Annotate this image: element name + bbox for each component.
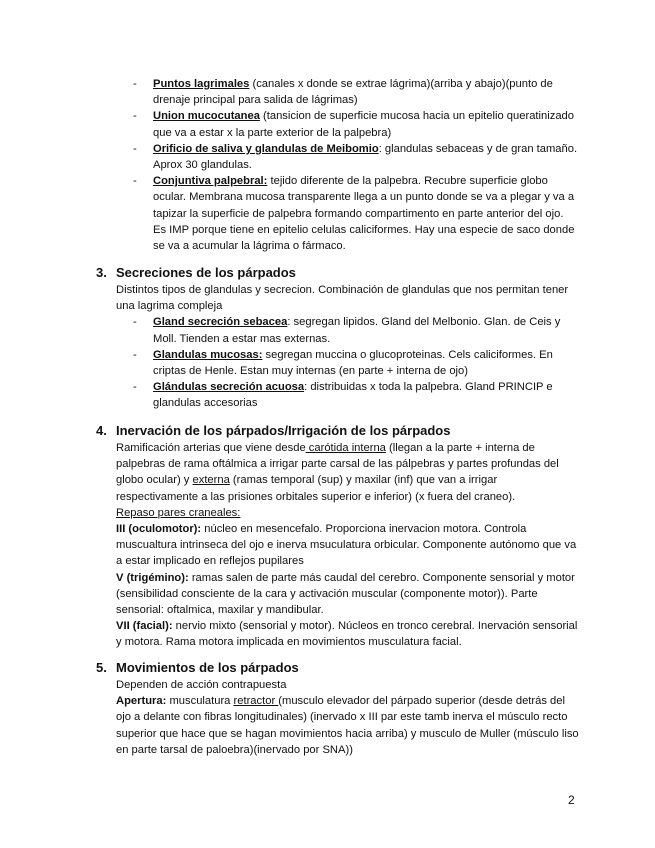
top-bullet-list — [0, 76, 655, 254]
page-number: 2 — [568, 793, 575, 807]
section-heading: 5. Movimientos de los párpados — [96, 660, 299, 675]
list-item: - Union mucocutanea (tansicion de superficie mucosa hacia un epitelio queratinizado que va a estar x la parte exterior de la palpebra) — [133, 110, 574, 139]
section-movimientos — [0, 659, 655, 758]
paragraph: Apertura: musculatura retractor (musculo elevador del párpado superior (desde detrás del ojo a delante con fibras longitudinales) (inervado x III par este tamb inerva el músculo recto superior que hace que se hagan movimientos hacia arriba) y musculo de Muller (músculo liso en parte tarsal de paloebra)(inervado por SNA)) — [116, 695, 579, 756]
paragraph: Ramificación arterias que viene desde carótida interna (llegan a la parte + interna de palpebras de rama oftálmica a irrigar parte carsal de las pálpebras y partes profundas del globo ocular) y externa (ramas temporal (sup) y maxilar (inf) que van a irrigar respectivamente a las prisiones orbitales superior e inferior) (x fuera del craneo). — [116, 442, 559, 503]
section-heading: 4. Inervación de los párpados/Irrigación de los párpados — [96, 423, 451, 438]
paragraph: V (trigémino): ramas salen de parte más caudal del cerebro. Componente sensorial y motor (sensibilidad consciente de la cara y activación muscular (componente motor)). Parte sensorial: oftalmica, maxilar y mandibular. — [116, 571, 575, 617]
list-item: - Orificio de saliva y glandulas de Meibomio: glandulas sebaceas y de gran tamaño. Aprox 30 glandulas. — [133, 142, 578, 172]
list-item: - Puntos lagrimales (canales x donde se extrae lágrima)(arriba y abajo)(punto de drenaje principal para salida de lágrimas) — [133, 78, 553, 107]
section-heading: 3. Secreciones de los párpados — [96, 265, 296, 280]
paragraph: VII (facial): nervio mixto (sensorial y motor). Núcleos en tronco cerebral. Inervación sensorial y motora. Rama motora implicada en movimientos musculatura facial. — [116, 620, 578, 649]
section-intro: Distintos tipos de glandulas y secrecion. Combinación de glandulas que nos permitan tener una lagrima compleja — [116, 284, 569, 313]
repaso-heading: Repaso pares craneales: — [116, 506, 241, 519]
section-secreciones — [0, 264, 655, 412]
list-item: - Glándulas secreción acuosa: distribuidas x toda la palpebra. Gland PRINCIP e glandulas accesorias — [133, 381, 553, 410]
list-item: - Gland secreción sebacea: segregan lipidos. Gland del Melbonio. Glan. de Ceis y Moll. Tienden a estar mas externas. — [133, 316, 561, 345]
list-item: - Conjuntiva palpebral: tejido diferente de la palpebra. Recubre superficie globo ocular. Membrana mucosa transparente llega a un punto donde se va a plegar y va a tapizar la superficie de palpebra formando compartimento en parte anterior del ojo. Es IMP porque tiene en epitelio celulas caliciformes. Hay una especie de saco donde se va a acumular la lágrima o fármaco. — [133, 175, 575, 253]
paragraph: III (oculomotor): núcleo en mesencefalo. Proporciona inervacion motora. Controla muscualtura intrinseca del ojo e inerva msuculatura orbicular. Componente autónomo que va a estar implicado en reflejos pupilares — [116, 523, 577, 568]
list-item: - Glandulas mucosas: segregan muccina o glucoproteinas. Cels caliciformes. En criptas de Henle. Estan muy internas (en parte + interna de ojo) — [133, 348, 553, 378]
section-intro: Dependen de acción contrapuesta — [116, 679, 287, 691]
section-inervacion — [0, 422, 655, 651]
